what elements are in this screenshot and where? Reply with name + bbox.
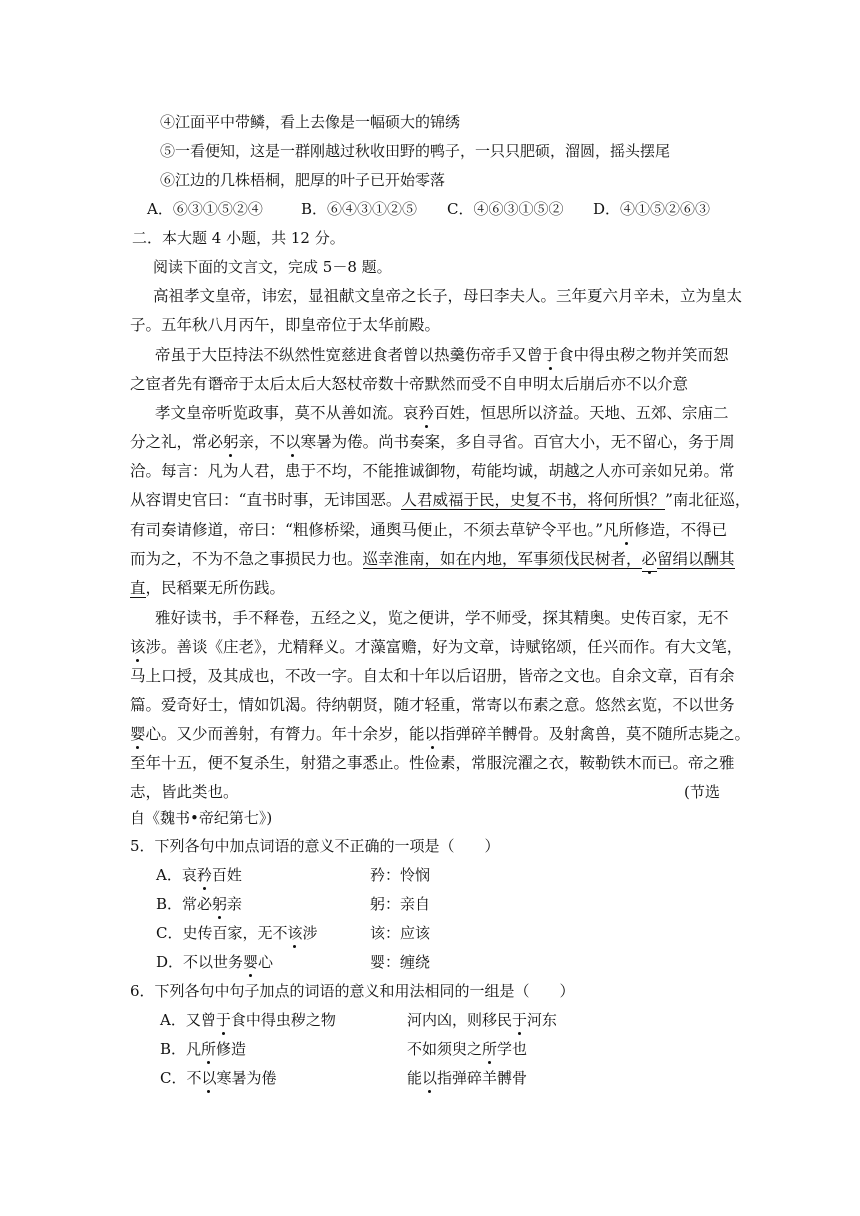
dotted-char: 于 — [543, 343, 559, 367]
text-run: 亲 — [227, 895, 243, 913]
passage-p4-line2 — [130, 635, 743, 659]
q6-option-b-right — [407, 1037, 527, 1061]
passage-p4-line7: 志，皆此类也。 — [130, 783, 239, 801]
text-run: 而为之，不为不急之事损民力也。 — [130, 550, 363, 568]
dotted-char: 躬 — [212, 892, 227, 916]
passage-p4-line5 — [130, 722, 751, 746]
text-run: 有司奏请修道，帝曰：“粗修桥梁，通舆马便止，不须去草铲令平也。”凡 — [130, 521, 619, 539]
text-run: B．常必 — [156, 895, 213, 913]
text-run: 寒暑为倦 — [216, 1069, 277, 1087]
dotted-char: 所 — [619, 518, 635, 542]
text-run: 帝虽于大臣持法不纵然性宽慈进食者曾以热羹伤帝手又曾 — [155, 346, 543, 364]
dotted-char: 以 — [422, 1066, 437, 1090]
text-run: C．不 — [160, 1069, 202, 1087]
q4-option-d: D．④①⑤②⑥③ — [593, 200, 711, 218]
q5-stem: 5．下列各句中加点词语的意义不正确的一项是（ ） — [130, 837, 500, 855]
dotted-char: 躬 — [223, 430, 239, 454]
q6-option-a-right — [407, 1008, 557, 1032]
text-run: 亲，不 — [238, 433, 286, 451]
text-run: 能 — [407, 1069, 423, 1087]
q4-option-a: A．⑥③①⑤②④ — [147, 200, 263, 218]
text-run: 修造，不得已 — [634, 521, 728, 539]
q5-gloss-c: 该：应该 — [370, 924, 431, 942]
dotted-char: 以 — [285, 430, 301, 454]
passage-p3-line2 — [130, 430, 735, 454]
underlined-sentence: 人君威福于民，史复不书，将何所惧？ — [401, 491, 665, 509]
q6-option-a-left — [160, 1008, 336, 1032]
q5-option-c — [156, 921, 318, 945]
q6-stem: 6．下列各句中句子加点的词语的意义和用法相同的一组是（ ） — [130, 982, 575, 1000]
q4-option-c: C．④⑥③①⑤② — [447, 200, 564, 218]
text-run: ，民稻粟无所伤践。 — [145, 579, 286, 597]
text-run: A．又曾 — [160, 1011, 216, 1029]
dotted-char: 所 — [201, 1037, 216, 1061]
passage-p3-line4 — [130, 488, 751, 512]
dotted-char: 该 — [130, 635, 146, 659]
q6-option-c-left — [160, 1066, 277, 1090]
text-run: 留绢以酬其 — [657, 550, 735, 568]
dotted-char: 以 — [201, 1066, 216, 1090]
q4-option-b: B．⑥④③①②⑤ — [301, 200, 418, 218]
passage-p3-line6 — [130, 547, 735, 572]
q4-item-5: ⑤一看便知，这是一群刚越过秋收田野的鸭子，一只只肥硕，溜圆，摇头摆尾 — [160, 142, 671, 160]
text-run: 不如须臾之 — [407, 1040, 483, 1058]
text-run: 涉 — [302, 924, 318, 942]
passage-p4-line6: 至年十五，便不复杀生，射猎之事悉止。性俭素，常服浣濯之衣，鞍勒铁木而已。帝之雅 — [130, 754, 735, 772]
q6-option-c-right — [407, 1066, 527, 1090]
q5-option-a — [156, 863, 242, 887]
text-run: B．凡 — [160, 1040, 202, 1058]
dotted-char: 以 — [425, 722, 441, 746]
q5-gloss-b: 躬：亲自 — [370, 895, 431, 913]
text-run: 心。又少而善射，有膂力。年十余岁，能 — [145, 725, 425, 743]
passage-p3-line1 — [155, 401, 729, 425]
text-run: 寒暑为倦。尚书奏案，多自寻省。百官大小，无不留心，务于周 — [300, 433, 735, 451]
underlined-sentence: 巡幸淮南，如在内地，军事须伐民树者， — [362, 550, 642, 568]
text-run: 指弹碎羊髆骨。及射禽兽，莫不随所志毙之。 — [440, 725, 751, 743]
dotted-char: 婴 — [243, 950, 258, 974]
text-run: A．哀 — [156, 866, 197, 884]
dotted-char: 婴 — [130, 722, 146, 746]
q4-item-6: ⑥江边的几株梧桐，肥厚的叶子已开始零落 — [160, 171, 446, 189]
source-note-1: (节选 — [684, 783, 720, 801]
text-run: 河东 — [527, 1011, 558, 1029]
text-run: 百姓，恒思所以济益。天地、五郊、宗庙二 — [434, 404, 729, 422]
passage-p4-line4: 篇。爱奇好士，情如饥渴。待纳朝贤，随才轻重，常寄以布素之意。悠然玄览，不以世务 — [130, 696, 735, 714]
text-run: 学也 — [497, 1040, 528, 1058]
text-run: 食中得虫秽之物并笑而恕 — [558, 346, 729, 364]
text-run: 河内凶，则移民 — [407, 1011, 513, 1029]
dotted-char: 必 — [642, 547, 658, 572]
text-run: D．不以世务 — [156, 953, 244, 971]
text-run: C．史传百家，无不 — [156, 924, 288, 942]
section-header: 二．本大题 4 小题，共 12 分。 — [132, 229, 345, 247]
passage-p1-line2: 子。五年秋八月丙午，即皇帝位于太华前殿。 — [130, 316, 441, 334]
passage-p3-line7 — [130, 576, 285, 600]
text-run: 涉。善谈《庄老》，尤精释义。才藻富赡，好为文章，诗赋铭颂，任兴而作。有大文笔， — [145, 638, 743, 656]
q5-option-d — [156, 950, 273, 974]
dotted-char: 所 — [482, 1037, 497, 1061]
dotted-char: 于 — [512, 1008, 527, 1032]
text-run: 修造 — [216, 1040, 247, 1058]
passage-p4-line1: 雅好读书，手不释卷，五经之义，览之便讲，学不师受，探其精奥。史传百家，无不 — [155, 609, 729, 627]
text-run: 指弹碎羊髆骨 — [437, 1069, 528, 1087]
passage-p3-line3: 洽。每言：凡为人君，患于不均，不能推诚御物，苟能均诚，胡越之人亦可亲如兄弟。常 — [130, 462, 735, 480]
q5-gloss-a: 矜：怜悯 — [370, 866, 431, 884]
text-run: 食中得虫秽之物 — [230, 1011, 336, 1029]
q5-gloss-d: 婴：缠绕 — [370, 953, 431, 971]
q6-option-b-left — [160, 1037, 246, 1061]
text-run: 直 — [130, 579, 146, 597]
passage-p3-line5 — [130, 518, 728, 542]
text-run: ”南北征巡， — [664, 491, 751, 509]
text-run: 心 — [258, 953, 274, 971]
text-run: 分之礼，常必 — [130, 433, 224, 451]
dotted-char: 该 — [287, 921, 302, 945]
dotted-char: 矜 — [197, 863, 212, 887]
text-run: 从容谓史官曰：“直书时事，无讳国恶。 — [130, 491, 402, 509]
q5-option-b — [156, 892, 242, 916]
section-instruction: 阅读下面的文言文，完成 5－8 题。 — [153, 258, 392, 276]
passage-p2-line1 — [155, 343, 729, 367]
text-run: 孝文皇帝听览政事，莫不从善如流。哀 — [155, 404, 419, 422]
text-run: 百姓 — [211, 866, 242, 884]
passage-p2-line2: 之宦者先有谮帝于太后太后大怒杖帝数十帝默然而受不自申明太后崩后亦不以介意 — [130, 375, 689, 393]
passage-p1-line1: 高祖孝文皇帝，讳宏，显祖献文皇帝之长子，母曰李夫人。三年夏六月辛未，立为皇太 — [153, 287, 743, 305]
dotted-char: 于 — [216, 1008, 231, 1032]
q4-item-4: ④江面平中带鳞，看上去像是一幅硕大的锦绣 — [160, 113, 461, 131]
passage-p4-line3: 马上口授，及其成也，不改一字。自太和十年以后诏册，皆帝之文也。自余文章，百有余 — [130, 667, 735, 685]
dotted-char: 矜 — [419, 401, 435, 425]
source-note-2: 自《魏书•帝纪第七》) — [130, 809, 273, 827]
